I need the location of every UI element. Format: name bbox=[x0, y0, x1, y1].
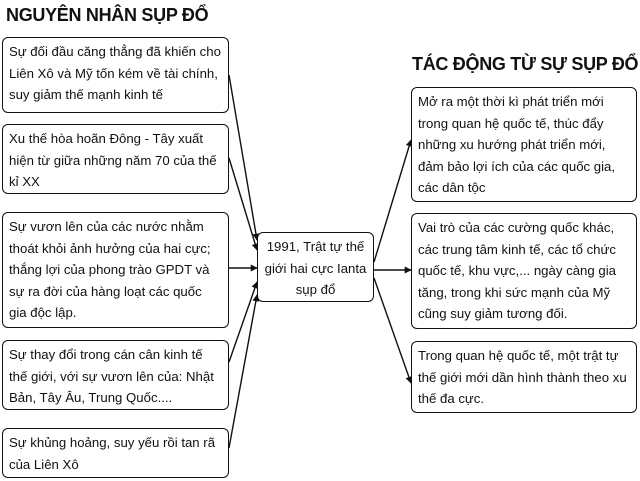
cause-box-2 bbox=[2, 124, 229, 194]
effect-box-1 bbox=[411, 87, 637, 202]
effect-box-2 bbox=[411, 213, 637, 329]
cause-box-3 bbox=[2, 212, 229, 328]
cause-text-2: Xu thế hòa hoãn Đông - Tây xuất hiện từ giữa những năm 70 của thế kỉ XX bbox=[9, 131, 217, 189]
event-text: 1991, Trật tự thế giới hai cực Ianta sụp đổ bbox=[264, 239, 367, 297]
cause-text-3: Sự vươn lên của các nước nhằm thoát khỏi ảnh hưởng của hai cực; thắng lợi của phong trào GPDT và sự ra đời của hàng loạt các quốc gia độc lập. bbox=[9, 219, 211, 320]
cause-text-4: Sự thay đổi trong cán cân kinh tế thế giới, với sự vươn lên của: Nhật Bản, Tây Âu, Trung Quốc.... bbox=[9, 347, 214, 405]
effects-heading: TÁC ĐỘNG TỪ SỰ SỤP ĐỔ bbox=[412, 54, 639, 74]
cause-text-1: Sự đối đầu căng thẳng đã khiến cho Liên Xô và Mỹ tốn kém về tài chính, suy giảm thế mạnh kinh tế bbox=[9, 44, 221, 102]
effect-box-3 bbox=[411, 341, 637, 413]
causes-heading: NGUYÊN NHÂN SỤP ĐỔ bbox=[6, 5, 209, 25]
effect-text-2: Vai trò của các cường quốc khác, các trung tâm kinh tế, các tổ chức quốc tế, khu vực,... ngày càng gia tăng, trong khi sức mạnh của Mỹ cũng suy giảm tương đối. bbox=[418, 220, 616, 321]
cause-text-5: Sự khủng hoảng, suy yếu rồi tan rã của Liên Xô bbox=[9, 435, 216, 472]
arrow-effect-3 bbox=[374, 278, 411, 383]
effect-text-3: Trong quan hệ quốc tế, một trật tự thế giới mới dần hình thành theo xu thế đa cực. bbox=[418, 348, 627, 406]
event-box bbox=[257, 232, 374, 302]
arrow-cause-2 bbox=[229, 158, 257, 250]
effect-text-1: Mở ra một thời kì phát triển mới trong quan hệ quốc tế, thúc đẩy những xu hướng phát triển mới, đảm bảo lợi ích của các quốc gia, các dân tộc bbox=[418, 94, 616, 195]
cause-box-4 bbox=[2, 340, 229, 410]
cause-box-5 bbox=[2, 428, 229, 478]
arrow-cause-1 bbox=[229, 75, 257, 240]
arrow-effect-1 bbox=[374, 140, 411, 262]
arrow-cause-4 bbox=[229, 282, 257, 362]
cause-box-1 bbox=[2, 37, 229, 113]
arrow-cause-5 bbox=[229, 295, 257, 448]
